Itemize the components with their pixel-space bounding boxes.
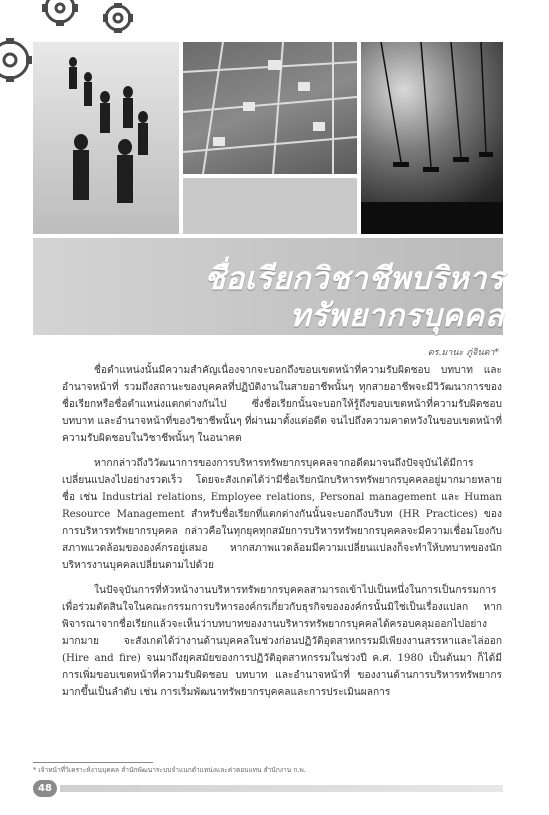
article-body [62, 362, 502, 709]
article-author: ดร.มานะ ภู่จินดา* [427, 348, 499, 358]
paragraph-1: ชื่อตำแหน่งนั้นมีความสำคัญเนื่องจากจะบอกถึงขอบเขตหน้าที่ความรับผิดชอบ บทบาท และอำนาจหน้าที่ รวมถึงสถานะของบุคคลที่ปฏิบัติงานในสายอาชีพนั้นๆ ทุกสายอาชีพจะมีวิวัฒนาการของชื่อเรียกหรือชื่อตำแหน่งแตกต่างกันไป ซึ่งชื่อเรียกนั้นจะบอกให้รู้ถึงขอบเขตหน้าที่ความรับผิดชอบ บทบาท และอำนาจหน้าที่ของวิชาชีพนั้นๆ ที่ผ่านมาตั้งแต่อดีต จนไปถึงความคาดหวังในขอบเขตหน้าที่ความรับผิดชอบในวิชาชีพนั้นๆ ในอนาคต [62, 365, 502, 444]
paragraph-2: หากกล่าวถึงวิวัฒนาการของการบริหารทรัพยากรบุคคลจากอดีตมาจนถึงปัจจุบันได้มีการเปลี่ยนแปลงไปอย่างรวดเร็ว โดยจะสังเกตได้ว่ามีชื่อเรียกนักบริหารทรัพยากรบุคคลอยู่มากมายหลายชื่อ เช่น Industrial relations, Employee relations, Personal management และ Human Resource Management สำหรับชื่อเรียกที่แตกต่างกันนั้นจะบอกถึงบริบท (HR Practices) ของการบริหารทรัพยากรบุคคล กล่าวคือในทุกยุคทุกสมัยการบริหารทรัพยากรบุคคลจะมีความเชื่อมโยงกับสภาพแวดล้อมขององค์กรอยู่เสมอ หากสภาพแวดล้อมมีความเปลี่ยนแปลงก็จะทำให้บทบาทของนักบริหารงานบุคคลเปลี่ยนตามไปด้วย [62, 458, 502, 571]
photo-empty-chairs [183, 42, 357, 174]
article-title-line-2: ทรัพยากรบุคคล [289, 298, 504, 334]
photo-walking-crowd [33, 42, 179, 234]
article-title-line-1: ชื่อเรียกวิชาชีพบริหาร [204, 261, 504, 297]
footer-band [60, 785, 503, 792]
footnote: * เจ้าหน้าที่วิเคราะห์งานบุคคล สำนักพัฒนาระบบจำแนกตำแหน่งและค่าตอบแทน สำนักงาน ก.พ. [33, 766, 306, 774]
paragraph-3: ในปัจจุบันการที่หัวหน้างานบริหารทรัพยากรบุคคลสามารถเข้าไปเป็นหนึ่งในการเป็นกรรมการเพื่อร่วมตัดสินใจในคณะกรรมการบริหารองค์กรเกี่ยวกับธุรกิจขององค์กรนั้นมิใช่เป็นเรื่องแปลก หากพิจารณาจากชื่อเรียกแล้วจะเห็นว่าบทบาทของงานบริหารทรัพยากรบุคคลได้ครอบคลุมออกไปอย่างมากมาย จะสังเกตได้ว่างานด้านบุคคลในช่วงก่อนปฏิวัติอุตสาหกรรมมีเพียงงานสรรหาและไล่ออก (Hire and fire) จนมาถึงยุคสมัยของการปฏิวัติอุตสาหกรรมในช่วงปี ค.ศ. 1980 เป็นต้นมา ก็ได้มีการเพิ่มขอบเขตหน้าที่ความรับผิดชอบ บทบาท และอำนาจหน้าที่ ของงานด้านการบริหารทรัพยากรมากขึ้นเป็นลำดับ เช่น การเริ่มพัฒนาทรัพยากรบุคคลและการประเมินผลการ [62, 585, 502, 698]
photo-swings [361, 42, 503, 234]
footnote-divider [33, 762, 153, 763]
gray-panel [183, 178, 357, 234]
page-number: 48 [33, 780, 57, 797]
